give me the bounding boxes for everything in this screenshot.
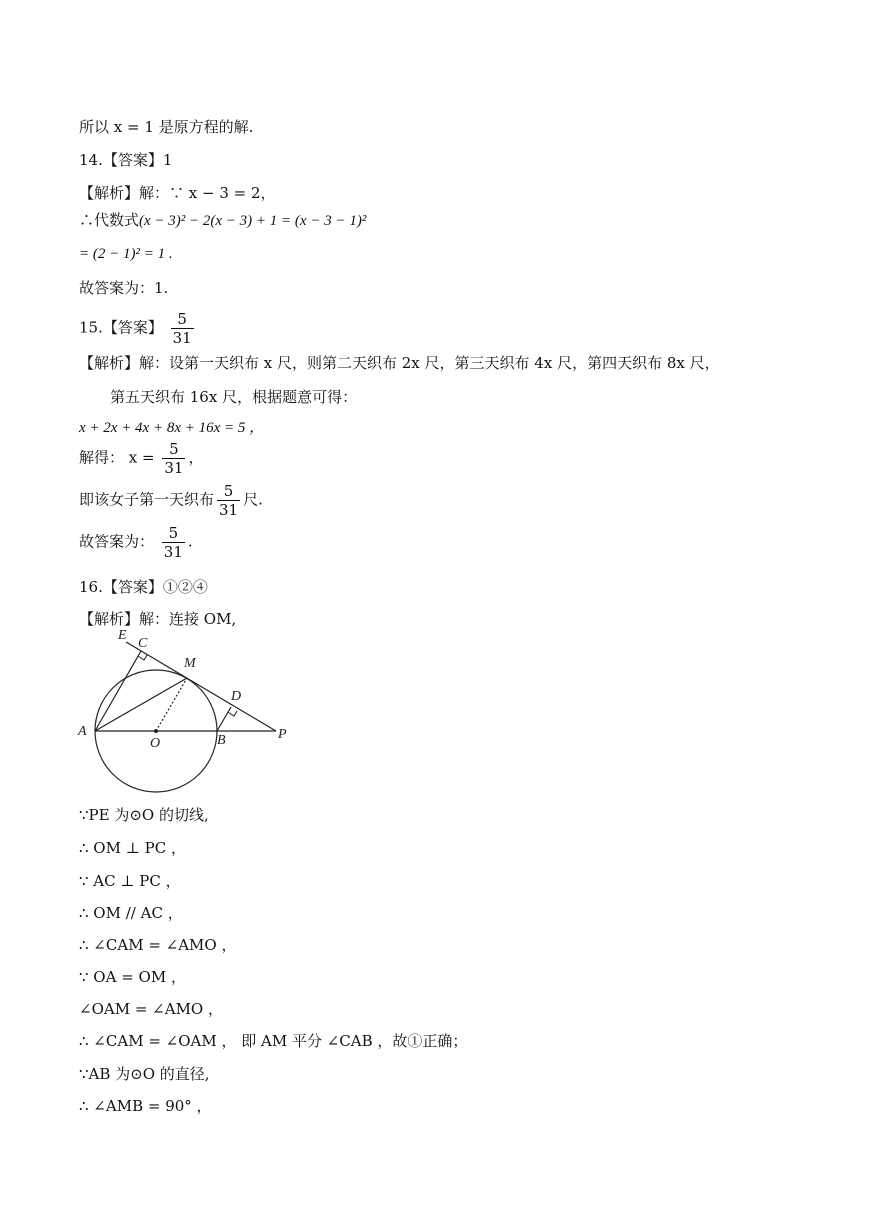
label-p: P: [278, 727, 287, 742]
fraction: [217, 482, 240, 519]
fraction-numerator: 5: [217, 482, 240, 501]
right-angle-c: [138, 655, 147, 660]
fraction: [162, 524, 185, 561]
q16-step-7: ∠OAM = ∠AMO ，: [79, 1000, 223, 1018]
q16-step-5: ∴ ∠CAM = ∠AMO ，: [79, 936, 237, 954]
fraction: [171, 310, 194, 347]
q14-answer: 14.【答案】1: [79, 151, 173, 169]
fraction-numerator: 5: [162, 440, 185, 459]
center-point-o: [154, 729, 158, 733]
q15-analysis-3: x + 2x + 4x + 8x + 16x = 5 ，: [79, 420, 265, 436]
label-b: B: [217, 733, 226, 748]
q15-analysis-1: 【解析】解：设第一天织布 x 尺，则第二天织布 2x 尺，第三天织布 4x 尺，第四天织布 8x 尺，: [79, 354, 720, 372]
q14-analysis-3: = (2 − 1)² = 1 .: [79, 246, 173, 262]
fraction-denominator: 31: [172, 329, 192, 347]
label-o: O: [150, 736, 161, 751]
fraction-denominator: 31: [164, 459, 184, 477]
segment-om: [156, 678, 187, 731]
q15-analysis-6: [79, 524, 193, 561]
q14-analysis-2-expr: (x − 3)² − 2(x − 3) + 1 = (x − 3 − 1)²: [139, 213, 367, 229]
fraction: [162, 440, 185, 477]
q16-step-10: ∴ ∠AMB = 90° ，: [79, 1097, 212, 1115]
label-a: A: [78, 724, 87, 739]
q16-step-6: ∵ OA = OM ，: [79, 968, 186, 986]
q16-step-1: ∵PE 为⊙O 的切线,: [79, 806, 209, 824]
q15-analysis-6-prefix: 故答案为：: [79, 532, 155, 551]
q15-analysis-6-suffix: .: [187, 532, 193, 551]
q16-step-2: ∴ OM ⊥ PC ，: [79, 839, 186, 857]
q15-analysis-4: [79, 440, 203, 477]
q16-analysis-1: 【解析】解：连接 OM,: [79, 610, 237, 628]
q14-analysis-4: 故答案为：1.: [79, 279, 169, 297]
q16-step-9: ∵AB 为⊙O 的直径,: [79, 1065, 210, 1083]
q14-analysis-2-prefix: ∴代数式: [79, 211, 140, 229]
fraction-numerator: 5: [162, 524, 185, 543]
q14-analysis-1: 【解析】解：∵ x − 3 = 2，: [79, 184, 276, 202]
q15-analysis-5: [79, 482, 263, 519]
label-m: M: [184, 656, 196, 671]
q15-analysis-4-suffix: ，: [188, 448, 204, 467]
line-conclusion: 所以 x = 1 是原方程的解.: [79, 118, 254, 136]
q16-step-8: ∴ ∠CAM = ∠OAM ， 即 AM 平分 ∠CAB ，故①正确；: [79, 1032, 468, 1050]
label-d: D: [231, 689, 242, 704]
label-e: E: [118, 628, 127, 643]
fraction-denominator: 31: [163, 543, 183, 561]
fraction-denominator: 31: [219, 501, 239, 519]
q15-analysis-5-prefix: 即该女子第一天织布: [79, 490, 215, 509]
segment-am: [95, 678, 187, 731]
q16-answer: 16.【答案】①②④: [79, 578, 208, 596]
q15-answer: [79, 310, 197, 347]
q15-analysis-5-suffix: 尺.: [243, 490, 263, 509]
tangent-pe: [126, 642, 276, 731]
q14-analysis-2: [79, 210, 366, 231]
q16-step-3: ∵ AC ⊥ PC ，: [79, 872, 181, 890]
q15-analysis-2: 第五天织布 16x 尺，根据题意可得：: [110, 388, 358, 406]
segment-bd: [217, 707, 231, 731]
q15-analysis-4-prefix: 解得： x =: [79, 448, 155, 467]
fraction-numerator: 5: [171, 310, 194, 329]
right-angle-d: [228, 711, 237, 716]
q15-answer-label: 15.【答案】: [79, 318, 163, 337]
label-c: C: [138, 636, 148, 651]
geometry-figure: [76, 625, 306, 795]
segment-ac: [95, 651, 141, 731]
q16-step-4: ∴ OM // AC ，: [79, 904, 183, 922]
